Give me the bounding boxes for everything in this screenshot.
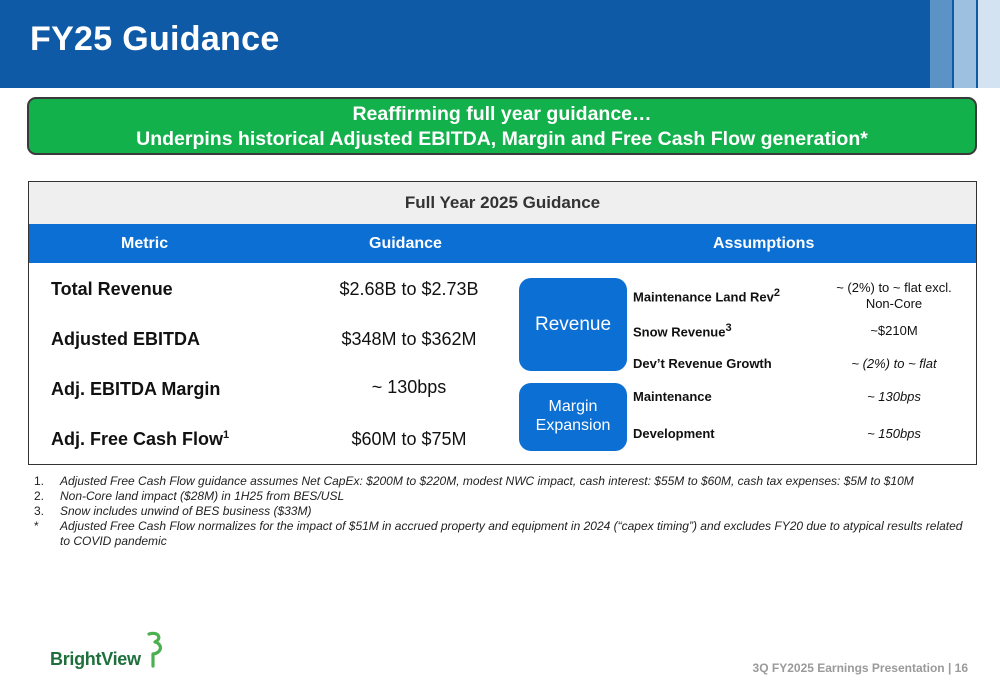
metric-total-revenue: Total Revenue — [51, 279, 173, 299]
group-revenue-pill: Revenue — [519, 278, 627, 371]
assumption-snow-revenue: Snow Revenue$^3$ — [633, 322, 732, 340]
assumption-value-maintenance-land-rev: ~ (2%) to ~ flat excl. Non-Core — [836, 280, 952, 311]
footnote-ref: 1 — [223, 429, 230, 441]
group-margin-expansion-pill: Margin Expansion — [519, 383, 627, 451]
header-stripe — [930, 0, 952, 88]
guidance-adjusted-ebitda: $348M to $362M — [341, 329, 477, 349]
footnote-ref: 2 — [773, 287, 780, 299]
metric-adj-ebitda-margin: Adj. EBITDA Margin — [51, 379, 221, 399]
footnote: 2. Non-Core land impact ($28M) in 1H25 from BES/USL — [34, 489, 345, 503]
metric-adjusted-ebitda: Adjusted EBITDA — [51, 329, 201, 349]
guidance-table — [28, 181, 977, 465]
banner-line-1: Reaffirming full year guidance… — [352, 103, 652, 125]
logo-wordmark: BrightView — [50, 649, 141, 669]
assumption-value-snow-revenue: ~$210M — [870, 323, 918, 338]
header-stripe — [978, 0, 1000, 88]
assumption-devt-revenue-growth: Dev’t Revenue Growth — [633, 356, 772, 371]
footnote: 1. Adjusted Free Cash Flow guidance assumes Net CapEx: $200M to $220M, modest NWC impact, cash interest: $55M to $60M, cash tax expenses: $5M to $10M — [34, 474, 914, 488]
metric-adj-free-cash-flow: Adj. Free Cash Flow$^1$ — [51, 429, 230, 449]
footnote-ref: 3 — [725, 322, 732, 334]
banner-line-2: Underpins historical Adjusted EBITDA, Margin and Free Cash Flow generation* — [136, 128, 868, 150]
guidance-total-revenue: $2.68B to $2.73B — [339, 279, 479, 299]
assumption-development-margin: Development — [633, 426, 715, 441]
table-header-row — [29, 224, 976, 263]
assumption-maintenance-land-rev: Maintenance Land Rev$^2$ — [633, 287, 780, 305]
assumption-value-development-margin: ~ 150bps — [867, 426, 921, 441]
page-footer: 3Q FY2025 Earnings Presentation | 16 — [752, 661, 968, 675]
table-title: Full Year 2025 Guidance — [29, 182, 976, 224]
column-header-guidance: Guidance — [369, 235, 442, 252]
guidance-adj-free-cash-flow: $60M to $75M — [351, 429, 467, 449]
guidance-adj-ebitda-margin: ~ 130bps — [371, 377, 447, 397]
header-stripe — [954, 0, 976, 88]
footnotes — [34, 474, 964, 549]
assumption-maintenance-margin: Maintenance — [633, 389, 712, 404]
footnote: 3. Snow includes unwind of BES business ($33M) — [34, 504, 312, 518]
column-header-assumptions: Assumptions — [713, 235, 815, 252]
brightview-leaf-icon — [146, 630, 164, 668]
page-title: FY25 Guidance — [30, 20, 280, 58]
assumption-value-maintenance-margin: ~ 130bps — [867, 389, 921, 404]
footnote: * Adjusted Free Cash Flow normalizes for the impact of $51M in accrued property and equipment in 2024 (“capex timing”) and excludes FY20 due to atypical results related to COVID pandemic — [34, 519, 963, 548]
header-band — [0, 0, 1000, 88]
column-header-metric: Metric — [121, 235, 169, 252]
guidance-banner — [27, 97, 977, 155]
assumption-value-devt-revenue-growth: ~ (2%) to ~ flat — [851, 356, 937, 371]
